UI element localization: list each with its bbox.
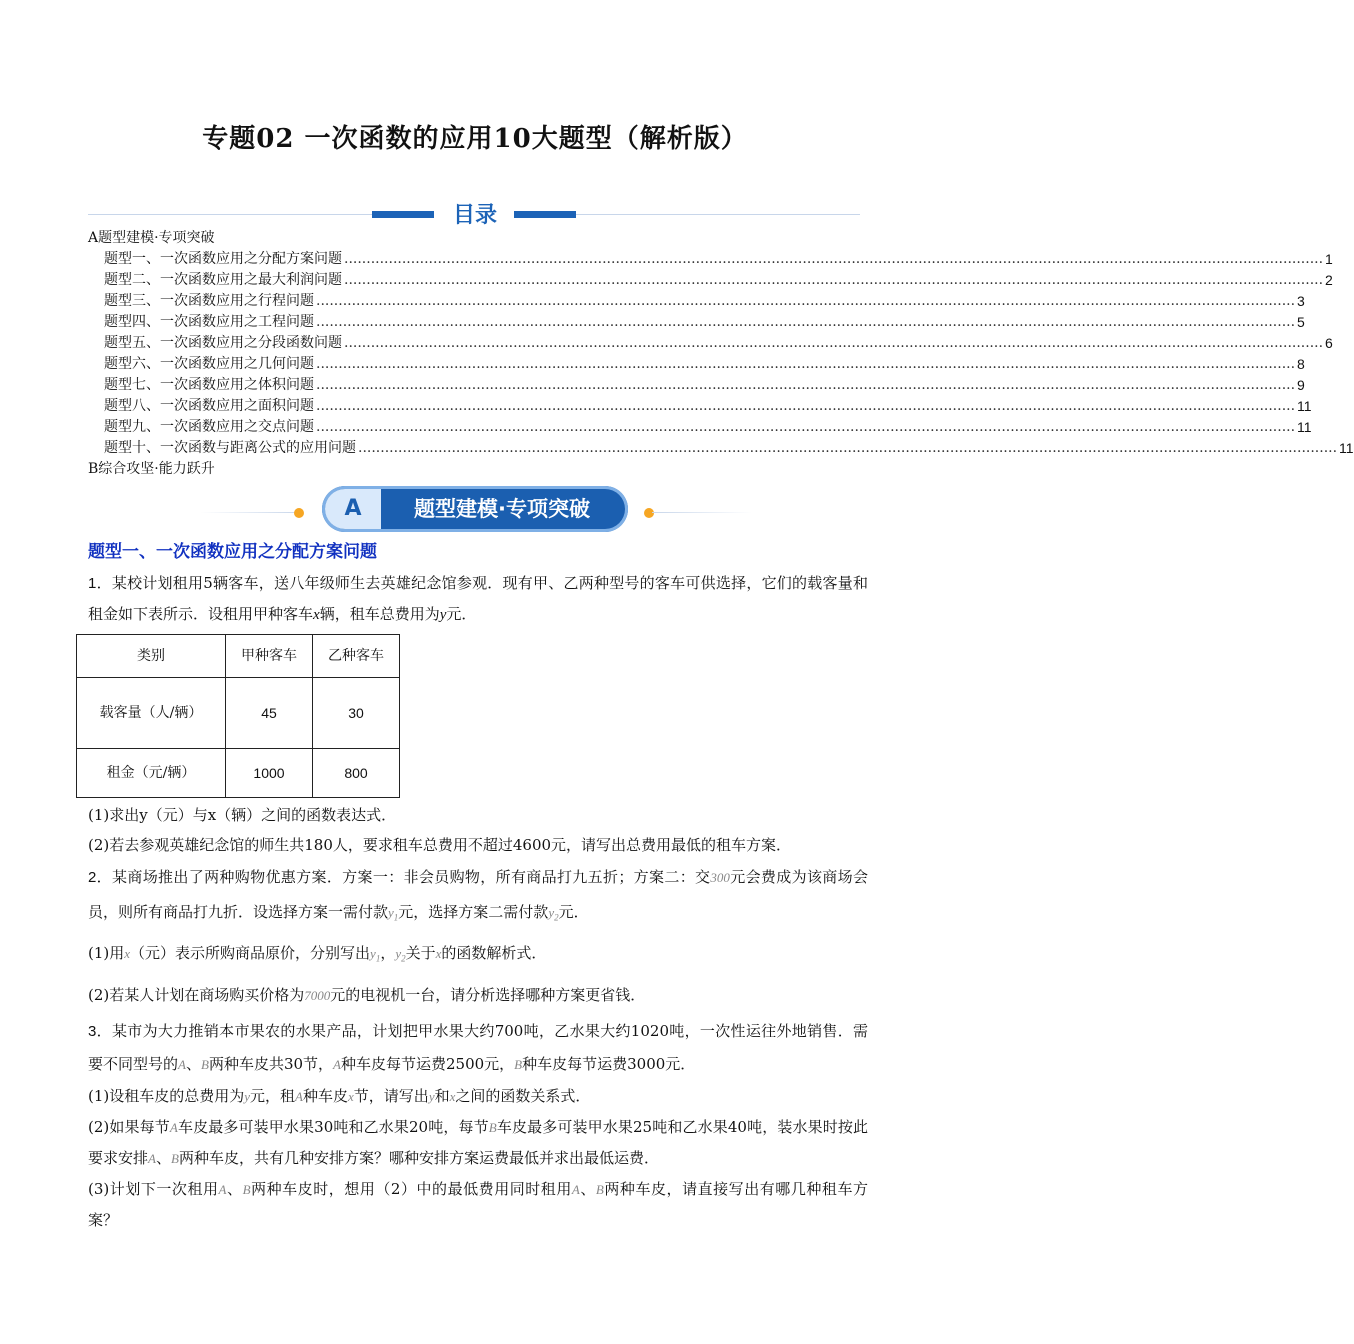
q1-intro: [88, 568, 868, 630]
q3-p3-b-var: B: [242, 1182, 251, 1198]
q3-var-a1: A: [178, 1057, 186, 1073]
toc-item-label: 题型七、一次函数应用之体积问题: [104, 377, 314, 393]
q2-p1-y1-base: y: [370, 945, 376, 961]
q2-p1-y1: [370, 945, 381, 964]
banner-pill: [322, 486, 628, 532]
q3-p3-c: 两种车皮，请直接写出有哪几种租车方案？: [88, 1180, 868, 1230]
toc-leader-dots: ............................................................................................................................................................................................................................: [316, 293, 1296, 309]
q3-p1-a: (1)设租车皮的总费用为: [88, 1087, 245, 1106]
banner-dot-left: [294, 508, 304, 518]
q3-p2-sep: 、: [155, 1149, 171, 1168]
toc-section-a[interactable]: A题型建模·专项突破: [88, 230, 215, 246]
q1-row-rent-b: 800: [313, 749, 400, 798]
toc-leader-dots: ............................................................................................................................................................................................................................: [316, 419, 1296, 435]
toc-item-label: 题型二、一次函数应用之最大利润问题: [104, 272, 342, 288]
q2-p1-y2-sub: 2: [401, 953, 406, 964]
toc-leader-dots: ............................................................................................................................................................................................................................: [344, 272, 1324, 288]
q2-p1-y1-sub: 1: [375, 953, 381, 964]
q2-fee: 300: [710, 870, 730, 885]
q3-p3-a-var: A: [218, 1182, 227, 1198]
q1-row-rent-a: 1000: [226, 749, 313, 798]
q2-p1-y2-base: y: [395, 945, 402, 961]
q3-part2: [88, 1112, 868, 1174]
q3-p2-c: 车皮最多可装甲水果25吨和乙水果40吨，装水果时按此要求安排: [88, 1118, 869, 1168]
q3-p3-b-var2: B: [595, 1182, 604, 1198]
q1-th-bus-b: 乙种客车: [313, 635, 400, 678]
q1-text-a: 某校计划租用5辆客车，送八年级师生去英雄纪念馆参观．现有甲、乙两种型号的客车可供选择，它们的载客量和租金如下表所示．设租用甲种客车: [88, 574, 868, 623]
banner-text: 题型建模·专项突破: [414, 497, 590, 521]
q3-p1-e: 和: [434, 1087, 450, 1106]
q3-p1-a-var: A: [295, 1089, 303, 1105]
q3-text-a: 某市为大力推销本市果农的水果产品，计划把甲水果大约700吨，乙水果大约1020吨，一次性运往外地销售．需要不同型号的: [88, 1022, 869, 1074]
q2-p2-a: (2)若某人计划在商场购买价格为: [88, 986, 305, 1005]
q1-text-b: 辆，租车总费用为: [319, 605, 440, 623]
toc-bar-right: [514, 211, 576, 218]
q2-y1-sub: 1: [393, 912, 399, 923]
q3-p2-b-var: B: [488, 1120, 497, 1136]
q1-var-y: y: [439, 607, 447, 623]
toc-section-b[interactable]: B综合攻坚·能力跃升: [88, 461, 215, 477]
toc-item[interactable]: [88, 354, 1305, 375]
type1-heading: 题型一、一次函数应用之分配方案问题: [88, 542, 377, 562]
toc-item-page: 11: [1297, 419, 1312, 435]
q3-p2-a-var2: A: [148, 1151, 156, 1167]
q1-row-rent-label: 租金（元/辆）: [77, 749, 226, 798]
toc-leader-dots: ............................................................................................................................................................................................................................: [316, 377, 1296, 393]
toc-item-page: 5: [1297, 314, 1305, 330]
q1-part1: (1)求出y（元）与x（辆）之间的函数表达式．: [88, 806, 397, 824]
table-of-contents: [88, 228, 1354, 480]
q2-p1-a: (1)用: [88, 943, 125, 962]
q2-part1: [88, 935, 868, 977]
toc-leader-dots: ............................................................................................................................................................................................................................: [316, 398, 1296, 414]
toc-item[interactable]: [88, 375, 1305, 396]
q3-number: 3．: [88, 1023, 112, 1041]
q3-var-b1: B: [200, 1057, 209, 1073]
toc-leader-dots: ............................................................................................................................................................................................................................: [344, 335, 1324, 351]
q3-text-b: 两种车皮共30节，: [208, 1055, 334, 1074]
q2-y2-base: y: [548, 905, 555, 920]
q2-number: 2．: [88, 869, 113, 886]
q3-intro: [88, 1015, 868, 1081]
q3-p2-b-var2: B: [170, 1151, 179, 1167]
q1-text-c: 元．: [446, 605, 477, 623]
toc-item[interactable]: [88, 249, 1333, 270]
q2-text-b: 元会费成为该商场会员，则所有商品打九折．设选择方案一需付款: [88, 868, 868, 921]
q1-table: [76, 634, 400, 798]
toc-item-label: 题型十、一次函数与距离公式的应用问题: [104, 440, 356, 456]
q1-row-capacity-b: 30: [313, 678, 400, 749]
toc-heading: 目录: [452, 203, 497, 228]
q3-sep1: 、: [185, 1055, 201, 1074]
q1-number: 1．: [88, 575, 112, 592]
q1-table-row-rent: [77, 749, 400, 798]
q3-p1-d: 节，请写出: [353, 1087, 429, 1106]
q3-p3-b: 两种车皮时，想用（2）中的最低费用同时租用: [250, 1180, 572, 1199]
q2-text-a: 某商场推出了两种购物优惠方案．方案一：非会员购物，所有商品打九五折；方案二：交: [112, 868, 711, 886]
q2-p1-d: 关于: [405, 943, 436, 962]
q2-part2: [88, 976, 868, 1015]
q2-intro: [88, 860, 868, 935]
q3-p3-sep2: 、: [579, 1180, 596, 1199]
q3-p2-a: (2)如果每节: [88, 1118, 170, 1137]
toc-item[interactable]: [88, 312, 1305, 333]
q2-p1-x: x: [124, 945, 131, 961]
q3-p3-a-var2: A: [571, 1182, 580, 1198]
toc-item-page: 11: [1339, 440, 1354, 456]
toc-item[interactable]: [88, 291, 1305, 312]
main-content: [88, 538, 868, 1235]
q1-table-header-row: [77, 635, 400, 678]
q2-y2: [548, 905, 559, 923]
q3-text-d: 种车皮每节运费3000元．: [522, 1055, 696, 1074]
toc-divider-right: [576, 214, 860, 215]
q3-p3-a: (3)计划下一次租用: [88, 1180, 219, 1199]
toc-item-page: 11: [1297, 398, 1312, 414]
toc-banner: [0, 198, 950, 232]
q3-p2-d: 两种车皮，共有几种安排方案？哪种安排方案运费最低并求出最低运费．: [178, 1149, 659, 1168]
q3-p1-x2: x: [449, 1089, 456, 1105]
section-a-banner: [0, 486, 950, 532]
q1-row-capacity-label: 载客量（人/辆）: [77, 678, 226, 749]
toc-item-label: 题型六、一次函数应用之几何问题: [104, 356, 314, 372]
toc-leader-dots: ............................................................................................................................................................................................................................: [344, 251, 1324, 267]
toc-item[interactable]: [88, 438, 1354, 459]
q2-y1: [388, 905, 399, 923]
q1-table-row-capacity: [77, 678, 400, 749]
q3-p1-y: y: [244, 1089, 251, 1105]
q3-p1-b: 元，租: [250, 1087, 296, 1106]
toc-item-label: 题型八、一次函数应用之面积问题: [104, 398, 314, 414]
q3-part3: [88, 1174, 868, 1235]
q1-row-capacity-a: 45: [226, 678, 313, 749]
toc-items: [88, 249, 1354, 459]
q3-part1: [88, 1081, 868, 1112]
toc-item-label: 题型五、一次函数应用之分段函数问题: [104, 335, 342, 351]
page-title: 专题02 一次函数的应用10大题型（解析版）: [202, 124, 748, 154]
toc-item-page: 6: [1325, 335, 1333, 351]
toc-leader-dots: ............................................................................................................................................................................................................................: [358, 440, 1338, 456]
q2-y2-sub: 2: [554, 912, 559, 923]
q2-y1-base: y: [388, 905, 394, 920]
q2-text-c: 元，选择方案二需付款: [398, 903, 549, 921]
q3-p1-x: x: [348, 1089, 354, 1105]
banner-dot-right: [644, 508, 654, 518]
toc-item-label: 题型一、一次函数应用之分配方案问题: [104, 251, 342, 267]
q2-p2-b: 元的电视机一台，请分析选择哪种方案更省钱．: [330, 986, 646, 1005]
q1-part2: (2)若去参观英雄纪念馆的师生共180人，要求租车总费用不超过4600元，请写出总费用最低的租车方案．: [88, 836, 792, 854]
toc-item-label: 题型四、一次函数应用之工程问题: [104, 314, 314, 330]
toc-item[interactable]: [88, 417, 1312, 438]
q3-var-b2: B: [514, 1057, 523, 1073]
toc-leader-dots: ............................................................................................................................................................................................................................: [316, 356, 1296, 372]
toc-item-page: 8: [1297, 356, 1305, 372]
banner-line-right: [652, 512, 752, 513]
q2-price: 7000: [304, 988, 331, 1004]
q3-p2-a-var: A: [169, 1120, 178, 1136]
q3-p3-sep: 、: [226, 1180, 243, 1199]
q2-p1-c: ，: [380, 943, 396, 962]
q3-p1-c: 种车皮: [303, 1087, 349, 1106]
q1-th-bus-a: 甲种客车: [226, 635, 313, 678]
q2-p1-e: 的函数解析式．: [441, 943, 547, 962]
toc-item-label: 题型九、一次函数应用之交点问题: [104, 419, 314, 435]
banner-line-left: [200, 512, 300, 513]
toc-item-label: 题型三、一次函数应用之行程问题: [104, 293, 314, 309]
toc-leader-dots: ............................................................................................................................................................................................................................: [316, 314, 1296, 330]
q3-text-c: 种车皮每节运费2500元，: [340, 1055, 515, 1074]
toc-item-page: 3: [1297, 293, 1305, 309]
q2-p1-x2: x: [435, 945, 442, 961]
toc-item-page: 9: [1297, 377, 1305, 393]
toc-item[interactable]: [88, 270, 1333, 291]
q2-text-d: 元．: [558, 903, 589, 921]
q3-var-a2: A: [333, 1057, 341, 1073]
toc-item-page: 1: [1325, 251, 1333, 267]
q2-p1-y2: [395, 945, 406, 964]
toc-item[interactable]: [88, 333, 1333, 354]
q3-p1-y2: y: [428, 1089, 435, 1105]
q3-p1-f: 之间的函数关系式．: [455, 1087, 591, 1106]
q1-th-category: 类别: [77, 635, 226, 678]
q3-p2-b: 车皮最多可装甲水果30吨和乙水果20吨，每节: [177, 1118, 489, 1137]
q1-var-x: x: [313, 607, 320, 623]
q2-p1-b: （元）表示所购商品原价，分别写出: [130, 943, 371, 962]
toc-item[interactable]: [88, 396, 1312, 417]
toc-item-page: 2: [1325, 272, 1333, 288]
banner-badge: A: [325, 489, 381, 529]
